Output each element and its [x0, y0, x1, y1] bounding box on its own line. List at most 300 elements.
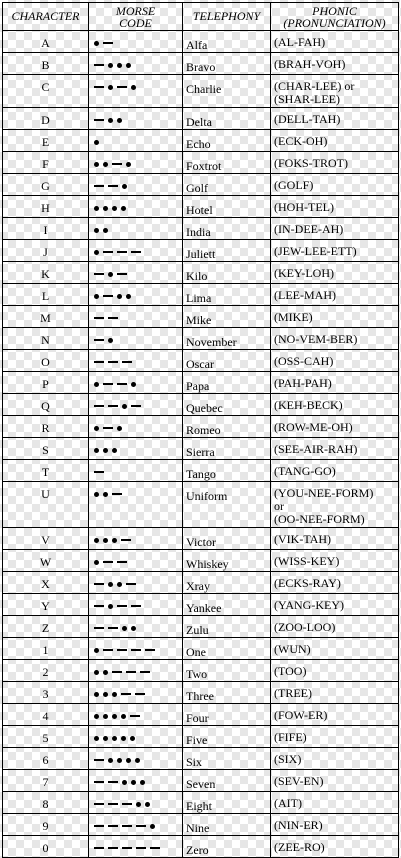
morse-dot: [131, 780, 136, 785]
table-row: [3, 416, 399, 438]
character-cell: C: [3, 75, 89, 108]
morse-dot: [112, 448, 117, 453]
phonic-cell: (HOH-TEL): [271, 196, 399, 218]
table-row: [3, 616, 399, 638]
telephony-cell: One: [183, 638, 271, 660]
morse-code-cell: [89, 770, 183, 792]
morse-dash: [122, 847, 132, 849]
phonic-cell: (AIT): [271, 792, 399, 814]
phonic-cell: (SEV-EN): [271, 770, 399, 792]
morse-dash: [94, 847, 104, 849]
telephony-cell: Nine: [183, 814, 271, 836]
morse-code-cell: [89, 460, 183, 482]
telephony-cell: Six: [183, 748, 271, 770]
table-row: [3, 638, 399, 660]
character-cell: U: [3, 482, 89, 528]
table-row: [3, 594, 399, 616]
morse-code-cell: [89, 528, 183, 550]
morse-code-cell: [89, 372, 183, 394]
morse-dash: [122, 361, 132, 363]
phonic-cell: (MIKE): [271, 306, 399, 328]
morse-dot: [108, 582, 113, 587]
morse-dash: [131, 605, 141, 607]
morse-dash: [94, 339, 104, 341]
morse-code-cell: [89, 682, 183, 704]
telephony-cell: Echo: [183, 130, 271, 152]
morse-dash: [121, 693, 131, 695]
morse-dash: [94, 605, 104, 607]
phonic-cell: (VIK-TAH): [271, 528, 399, 550]
morse-dot: [145, 802, 150, 807]
telephony-cell: Oscar: [183, 350, 271, 372]
table-row: [3, 682, 399, 704]
morse-dot: [140, 780, 145, 785]
character-cell: F: [3, 152, 89, 174]
morse-dot: [103, 206, 108, 211]
character-cell: Y: [3, 594, 89, 616]
morse-dot: [94, 250, 99, 255]
character-cell: L: [3, 284, 89, 306]
phonic-cell: (ZOO-LOO): [271, 616, 399, 638]
table-row: [3, 438, 399, 460]
table-row: [3, 726, 399, 748]
phonic-cell: (JEW-LEE-ETT): [271, 240, 399, 262]
morse-dash: [112, 671, 122, 673]
morse-dash: [103, 383, 113, 385]
table-body: [3, 31, 399, 858]
table-row: [3, 572, 399, 594]
morse-dot: [117, 758, 122, 763]
phonic-cell: (SEE-AIR-RAH): [271, 438, 399, 460]
morse-dash: [94, 185, 104, 187]
morse-dot: [103, 670, 108, 675]
table-row: [3, 284, 399, 306]
header-row: [3, 3, 399, 31]
telephony-cell: Kilo: [183, 262, 271, 284]
morse-code-cell: [89, 550, 183, 572]
telephony-cell: Victor: [183, 528, 271, 550]
morse-code-cell: [89, 792, 183, 814]
morse-dot: [122, 780, 127, 785]
telephony-cell: Sierra: [183, 438, 271, 460]
morse-dash: [117, 383, 127, 385]
morse-dash: [117, 605, 127, 607]
morse-dash: [103, 649, 113, 651]
phonic-cell: (OSS-CAH): [271, 350, 399, 372]
telephony-cell: Whiskey: [183, 550, 271, 572]
morse-dot: [103, 228, 108, 233]
morse-dash: [117, 561, 127, 563]
morse-dash: [94, 583, 104, 585]
telephony-cell: Quebec: [183, 394, 271, 416]
morse-dot: [122, 184, 127, 189]
morse-dash: [108, 803, 118, 805]
character-cell: P: [3, 372, 89, 394]
phonic-cell: (WUN): [271, 638, 399, 660]
telephony-cell: Hotel: [183, 196, 271, 218]
phonic-cell: (TOO): [271, 660, 399, 682]
table-row: [3, 482, 399, 528]
morse-code-cell: [89, 75, 183, 108]
character-cell: 4: [3, 704, 89, 726]
phonic-cell: (LEE-MAH): [271, 284, 399, 306]
morse-code-cell: [89, 438, 183, 460]
telephony-cell: November: [183, 328, 271, 350]
table-row: [3, 130, 399, 152]
phonic-cell: (TANG-GO): [271, 460, 399, 482]
morse-code-cell: [89, 814, 183, 836]
morse-dash: [108, 361, 118, 363]
character-cell: O: [3, 350, 89, 372]
character-cell: 5: [3, 726, 89, 748]
morse-code-cell: [89, 53, 183, 75]
morse-dot: [94, 162, 99, 167]
character-cell: T: [3, 460, 89, 482]
character-cell: N: [3, 328, 89, 350]
morse-dot: [94, 560, 99, 565]
phonic-cell: (NIN-ER): [271, 814, 399, 836]
morse-dot: [112, 692, 117, 697]
phonic-cell: (TREE): [271, 682, 399, 704]
morse-dash: [94, 781, 104, 783]
morse-dot: [135, 758, 140, 763]
morse-dot: [103, 492, 108, 497]
phonic-cell: (WISS-KEY): [271, 550, 399, 572]
telephony-cell: Zulu: [183, 616, 271, 638]
morse-dot: [126, 758, 131, 763]
table-row: [3, 196, 399, 218]
table-row: [3, 704, 399, 726]
morse-dash: [117, 649, 127, 651]
table-row: [3, 550, 399, 572]
phonic-cell: (FOW-ER): [271, 704, 399, 726]
morse-dot: [126, 294, 131, 299]
character-cell: J: [3, 240, 89, 262]
character-cell: Z: [3, 616, 89, 638]
table-row: [3, 460, 399, 482]
morse-dot: [121, 714, 126, 719]
morse-code-cell: [89, 638, 183, 660]
morse-dot: [94, 206, 99, 211]
phonic-cell: (ECKS-RAY): [271, 572, 399, 594]
phonic-cell: (SIX): [271, 748, 399, 770]
phonic-cell: (KEH-BECK): [271, 394, 399, 416]
character-cell: X: [3, 572, 89, 594]
morse-dash: [94, 64, 104, 66]
morse-dot: [94, 648, 99, 653]
character-cell: 9: [3, 814, 89, 836]
table-row: [3, 792, 399, 814]
morse-dot: [122, 626, 127, 631]
morse-code-cell: [89, 306, 183, 328]
morse-dot: [121, 736, 126, 741]
table-row: [3, 350, 399, 372]
morse-dash: [103, 295, 113, 297]
telephony-cell: Zero: [183, 836, 271, 858]
morse-dash: [130, 715, 140, 717]
morse-dot: [117, 294, 122, 299]
morse-code-cell: [89, 836, 183, 858]
morse-code-cell: [89, 108, 183, 130]
phonic-cell: (IN-DEE-AH): [271, 218, 399, 240]
phonic-cell: (NO-VEM-BER): [271, 328, 399, 350]
morse-dot: [94, 692, 99, 697]
morse-code-cell: [89, 748, 183, 770]
morse-dash: [140, 671, 150, 673]
morse-dot: [126, 162, 131, 167]
morse-dash: [103, 427, 113, 429]
header-telephony: TELEPHONY: [183, 3, 271, 31]
morse-dash: [117, 86, 127, 88]
header-phonic: PHONIC (PRONUNCIATION): [271, 3, 399, 31]
phonic-cell: (ROW-ME-OH): [271, 416, 399, 438]
telephony-cell: Mike: [183, 306, 271, 328]
morse-dot: [108, 272, 113, 277]
morse-dot: [131, 382, 136, 387]
morse-code-cell: [89, 594, 183, 616]
table-row: [3, 75, 399, 108]
telephony-cell: Two: [183, 660, 271, 682]
morse-dash: [121, 539, 131, 541]
phonic-cell: (PAH-PAH): [271, 372, 399, 394]
phonic-cell: (ECK-OH): [271, 130, 399, 152]
morse-dot: [121, 206, 126, 211]
morse-dot: [117, 426, 122, 431]
telephony-cell: Four: [183, 704, 271, 726]
morse-dot: [94, 736, 99, 741]
morse-dot: [94, 140, 99, 145]
table-row: [3, 108, 399, 130]
phonic-cell: (KEY-LOH): [271, 262, 399, 284]
morse-dot: [126, 63, 131, 68]
morse-dot: [94, 492, 99, 497]
morse-dash: [108, 405, 118, 407]
table-row: [3, 218, 399, 240]
morse-dash: [117, 251, 127, 253]
morse-code-cell: [89, 704, 183, 726]
table-row: [3, 836, 399, 858]
telephony-cell: Golf: [183, 174, 271, 196]
morse-code-cell: [89, 31, 183, 53]
morse-dash: [112, 493, 122, 495]
table-row: [3, 814, 399, 836]
morse-code-cell: [89, 726, 183, 748]
morse-code-cell: [89, 350, 183, 372]
morse-code-cell: [89, 616, 183, 638]
morse-dash: [126, 671, 136, 673]
morse-dot: [94, 670, 99, 675]
morse-dot: [131, 626, 136, 631]
morse-code-cell: [89, 218, 183, 240]
phonic-cell: (FIFE): [271, 726, 399, 748]
morse-code-cell: [89, 152, 183, 174]
morse-dash: [103, 561, 113, 563]
morse-dot: [94, 41, 99, 46]
phonic-cell: (BRAH-VOH): [271, 53, 399, 75]
morse-dash: [108, 185, 118, 187]
morse-code-cell: [89, 130, 183, 152]
morse-dash: [131, 251, 141, 253]
morse-code-cell: [89, 660, 183, 682]
morse-code-cell: [89, 572, 183, 594]
morse-dash: [94, 471, 104, 473]
phonic-cell: (ZEE-RO): [271, 836, 399, 858]
morse-dot: [94, 714, 99, 719]
telephony-cell: Juliett: [183, 240, 271, 262]
phonic-cell: (CHAR-LEE) or (SHAR-LEE): [271, 75, 399, 108]
morse-dot: [117, 63, 122, 68]
telephony-cell: Tango: [183, 460, 271, 482]
morse-dot: [103, 692, 108, 697]
morse-dot: [117, 118, 122, 123]
telephony-cell: Charlie: [183, 75, 271, 108]
table-row: [3, 53, 399, 75]
character-cell: 6: [3, 748, 89, 770]
morse-code-cell: [89, 482, 183, 528]
morse-code-cell: [89, 174, 183, 196]
phonic-cell: (FOKS-TROT): [271, 152, 399, 174]
morse-code-cell: [89, 262, 183, 284]
telephony-cell: Bravo: [183, 53, 271, 75]
character-cell: 7: [3, 770, 89, 792]
morse-dash: [94, 119, 104, 121]
telephony-cell: Delta: [183, 108, 271, 130]
morse-dash: [131, 405, 141, 407]
morse-dash: [108, 627, 118, 629]
morse-dot: [122, 404, 127, 409]
morse-dash: [94, 627, 104, 629]
morse-dash: [136, 825, 146, 827]
morse-dot: [94, 426, 99, 431]
morse-dash: [150, 847, 160, 849]
morse-dot: [136, 802, 141, 807]
phonetic-alphabet-sheet: [2, 2, 398, 858]
character-cell: Q: [3, 394, 89, 416]
morse-dot: [112, 206, 117, 211]
telephony-cell: Foxtrot: [183, 152, 271, 174]
table-row: [3, 660, 399, 682]
morse-code-cell: [89, 196, 183, 218]
character-cell: S: [3, 438, 89, 460]
morse-dash: [126, 583, 136, 585]
phonetic-alphabet-table: [2, 2, 399, 858]
morse-dot: [150, 824, 155, 829]
morse-dash: [108, 781, 118, 783]
morse-code-cell: [89, 328, 183, 350]
character-cell: G: [3, 174, 89, 196]
telephony-cell: Alfa: [183, 31, 271, 53]
morse-dot: [108, 338, 113, 343]
character-cell: I: [3, 218, 89, 240]
morse-dot: [112, 714, 117, 719]
table-row: [3, 262, 399, 284]
morse-dot: [117, 582, 122, 587]
morse-dot: [108, 63, 113, 68]
morse-dot: [103, 538, 108, 543]
character-cell: 8: [3, 792, 89, 814]
character-cell: B: [3, 53, 89, 75]
phonic-cell: (YOU-NEE-FORM) or (OO-NEE-FORM): [271, 482, 399, 528]
morse-dot: [112, 538, 117, 543]
character-cell: M: [3, 306, 89, 328]
telephony-cell: India: [183, 218, 271, 240]
morse-dot: [130, 736, 135, 741]
morse-dash: [94, 86, 104, 88]
telephony-cell: Uniform: [183, 482, 271, 528]
morse-dot: [103, 714, 108, 719]
character-cell: W: [3, 550, 89, 572]
morse-dash: [94, 803, 104, 805]
phonic-cell: (AL-FAH): [271, 31, 399, 53]
morse-dash: [103, 251, 113, 253]
character-cell: 2: [3, 660, 89, 682]
morse-dash: [131, 649, 141, 651]
telephony-cell: Seven: [183, 770, 271, 792]
telephony-cell: Eight: [183, 792, 271, 814]
morse-dot: [108, 85, 113, 90]
character-cell: 3: [3, 682, 89, 704]
morse-dash: [145, 649, 155, 651]
morse-dash: [108, 847, 118, 849]
table-row: [3, 372, 399, 394]
telephony-cell: Xray: [183, 572, 271, 594]
phonic-cell: (YANG-KEY): [271, 594, 399, 616]
morse-dot: [103, 448, 108, 453]
morse-dash: [103, 42, 113, 44]
character-cell: H: [3, 196, 89, 218]
header-character: CHARACTER: [3, 3, 89, 31]
morse-dot: [94, 382, 99, 387]
header-morse-code: MORSE CODE: [89, 3, 183, 31]
telephony-cell: Romeo: [183, 416, 271, 438]
morse-dot: [103, 736, 108, 741]
character-cell: A: [3, 31, 89, 53]
table-row: [3, 770, 399, 792]
character-cell: E: [3, 130, 89, 152]
table-row: [3, 528, 399, 550]
telephony-cell: Lima: [183, 284, 271, 306]
morse-dash: [108, 825, 118, 827]
morse-dash: [94, 825, 104, 827]
telephony-cell: Yankee: [183, 594, 271, 616]
morse-dash: [135, 693, 145, 695]
table-row: [3, 31, 399, 53]
morse-dot: [94, 294, 99, 299]
morse-dash: [94, 361, 104, 363]
character-cell: 0: [3, 836, 89, 858]
table-row: [3, 174, 399, 196]
morse-code-cell: [89, 416, 183, 438]
morse-dot: [94, 448, 99, 453]
character-cell: 1: [3, 638, 89, 660]
morse-dash: [122, 803, 132, 805]
table-row: [3, 394, 399, 416]
morse-dot: [94, 538, 99, 543]
morse-dot: [103, 162, 108, 167]
telephony-cell: Five: [183, 726, 271, 748]
table-row: [3, 748, 399, 770]
morse-dash: [108, 317, 118, 319]
character-cell: K: [3, 262, 89, 284]
morse-dash: [112, 163, 122, 165]
phonic-cell: (DELL-TAH): [271, 108, 399, 130]
character-cell: D: [3, 108, 89, 130]
morse-dash: [136, 847, 146, 849]
morse-dash: [94, 317, 104, 319]
character-cell: V: [3, 528, 89, 550]
morse-dot: [94, 228, 99, 233]
morse-dash: [94, 405, 104, 407]
